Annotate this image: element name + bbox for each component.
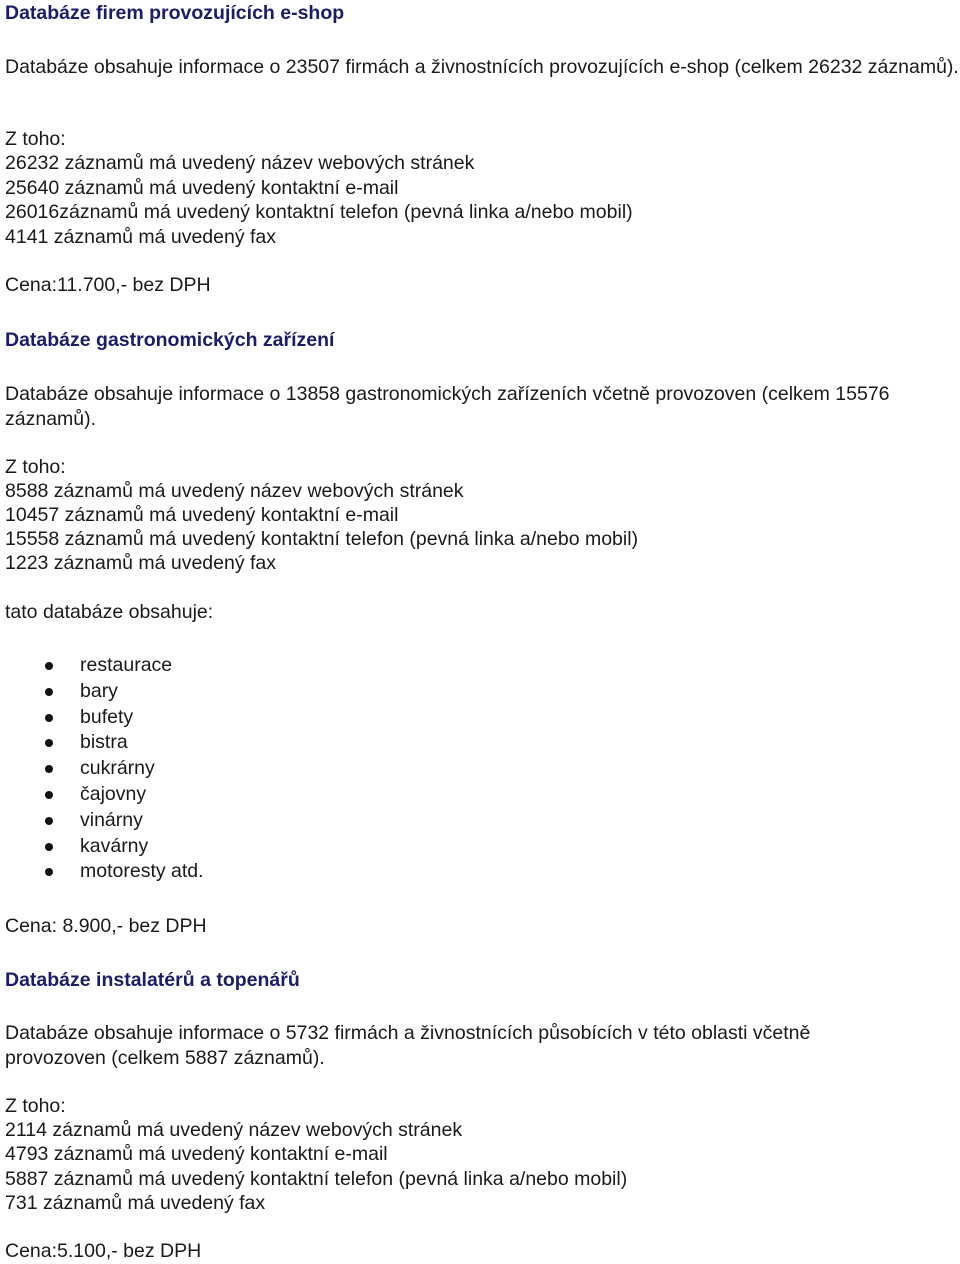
stat-line: 5887 záznamů má uvedený kontaktní telefon (pevná linka a/nebo mobil) [5, 1168, 628, 1190]
bullet-icon [45, 843, 53, 851]
list-item [5, 859, 204, 885]
list-item-label: bary [80, 679, 118, 702]
list-item [5, 705, 204, 731]
stat-line: 15558 záznamů má uvedený kontaktní telefon (pevná linka a/nebo mobil) [5, 528, 639, 550]
stat-line: 1223 záznamů má uvedený fax [5, 552, 277, 574]
price-line: Cena:11.700,- bez DPH [5, 274, 211, 296]
stat-line: 26232 záznamů má uvedený název webových stránek [5, 152, 475, 174]
price-line: Cena:5.100,- bez DPH [5, 1240, 202, 1262]
list-item [5, 679, 204, 705]
stat-line: 10457 záznamů má uvedený kontaktní e-mail [5, 504, 399, 526]
list-item-label: cukrárny [80, 757, 155, 780]
list-item [5, 808, 204, 834]
bullet-icon [45, 791, 53, 799]
list-item-label: bistra [80, 731, 128, 754]
subheading-z-toho: Z toho: [5, 456, 66, 478]
stat-line: 8588 záznamů má uvedený název webových stránek [5, 480, 464, 502]
list-item-label: bufety [80, 705, 134, 728]
section-title-gastro: Databáze gastronomických zařízení [5, 329, 335, 351]
stat-line: 4141 záznamů má uvedený fax [5, 226, 277, 248]
subheading-z-toho: Z toho: [5, 1095, 66, 1117]
list-item [5, 756, 204, 782]
contains-label: tato databáze obsahuje: [5, 601, 214, 623]
category-list [5, 653, 204, 885]
stat-line: 2114 záznamů má uvedený název webových stránek [5, 1119, 463, 1141]
stat-line: 731 záznamů má uvedený fax [5, 1192, 266, 1214]
list-item-label: kavárny [80, 834, 149, 857]
stat-line: 4793 záznamů má uvedený kontaktní e-mail [5, 1143, 388, 1165]
list-item-label: restaurace [80, 654, 173, 676]
list-item-label: vinárny [80, 808, 143, 831]
stat-line: 26016záznamů má uvedený kontaktní telefon (pevná linka a/nebo mobil) [5, 201, 633, 223]
stat-line: 25640 záznamů má uvedený kontaktní e-mail [5, 177, 399, 199]
bullet-icon [45, 765, 53, 773]
list-item-label: čajovny [80, 782, 147, 805]
section-intro-eshop: Databáze obsahuje informace o 23507 firmách a živnostnících provozujících e-shop (celkem 26232 záznamů). [5, 56, 959, 78]
list-item [5, 782, 204, 808]
list-item [5, 834, 204, 860]
price-line: Cena: 8.900,- bez DPH [5, 915, 207, 937]
bullet-icon [45, 739, 53, 747]
list-item [5, 730, 204, 756]
bullet-icon [45, 868, 53, 876]
bullet-icon [45, 817, 53, 825]
bullet-icon [45, 688, 53, 696]
section-intro-instalateri: Databáze obsahuje informace o 5732 firmách a živnostnících působících v této oblasti včetně provozoven (celkem 5887 záznamů). [5, 1022, 811, 1069]
bullet-icon [45, 662, 53, 670]
list-item [5, 653, 204, 679]
section-title-instalateri: Databáze instalatérů a topenářů [5, 969, 300, 991]
list-item-label: motoresty atd. [80, 860, 204, 883]
bullet-icon [45, 714, 53, 722]
section-title-eshop: Databáze firem provozujících e-shop [5, 2, 345, 24]
subheading-z-toho: Z toho: [5, 128, 66, 150]
section-intro-gastro: Databáze obsahuje informace o 13858 gastronomických zařízeních včetně provozoven (celkem 15576 záznamů). [5, 383, 890, 430]
